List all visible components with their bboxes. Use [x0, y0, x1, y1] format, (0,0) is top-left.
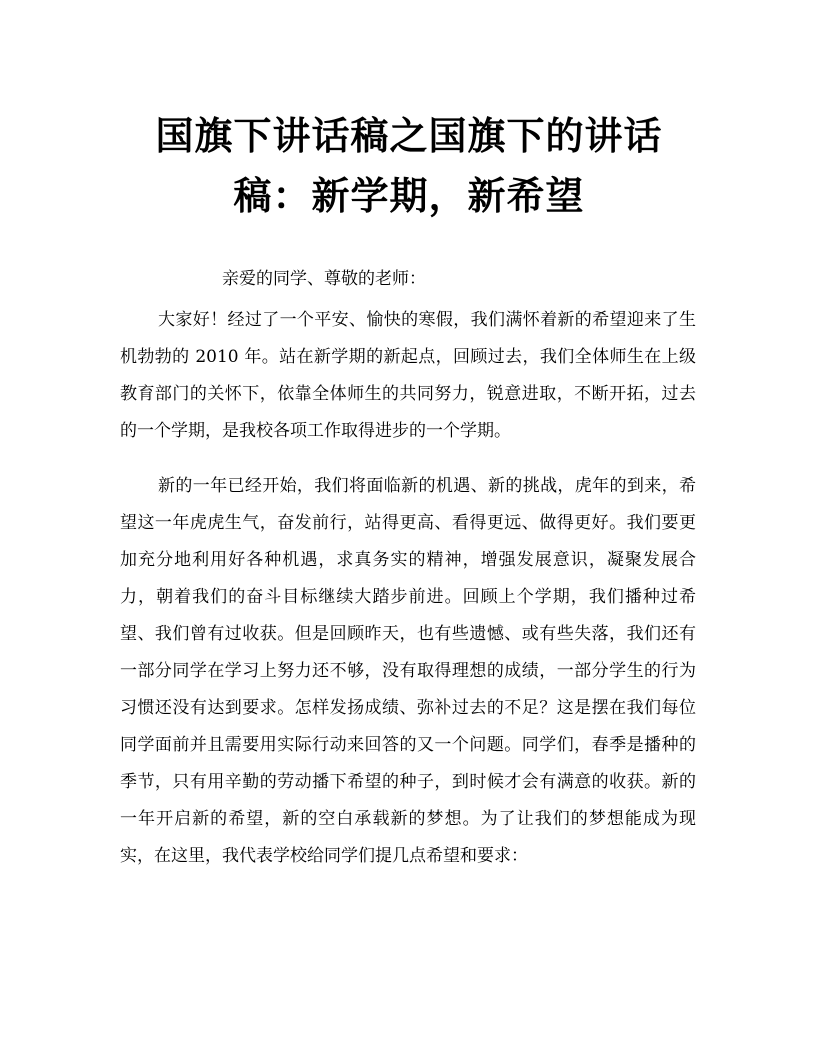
document-title: 国旗下讲话稿之国旗下的讲话稿：新学期，新希望	[155, 113, 663, 218]
salutation: 亲爱的同学、尊敬的老师：	[222, 269, 426, 289]
paragraph-1: 大家好！经过了一个平安、愉快的寒假，我们满怀着新的希望迎来了生机勃勃的 2010 年。站在新学期的新起点，回顾过去，我们全体师生在上级教育部门的关怀下，依靠全体师生的共同努力，锐意进取，不断开拓，过去的一个学期，是我校各项工作取得进步的一个学期。	[120, 310, 696, 441]
paragraph-2: 新的一年已经开始，我们将面临新的机遇、新的挑战，虎年的到来，希望这一年虎虎生气，奋发前行，站得更高、看得更远、做得更好。我们要更加充分地利用好各种机遇，求真务实的精神，增强发展意识，凝聚发展合力，朝着我们的奋斗目标继续大踏步前进。回顾上个学期，我们播种过希望、我们曾有过收获。但是回顾昨天，也有些遗憾、或有些失落，我们还有一部分同学在学习上努力还不够，没有取得理想的成绩，一部分学生的行为习惯还没有达到要求。怎样发扬成绩、弥补过去的不足？这是摆在我们每位同学面前并且需要用实际行动来回答的又一个问题。同学们，春季是播种的季节，只有用辛勤的劳动播下希望的种子，到时候才会有满意的收获。新的一年开启新的希望，新的空白承载新的梦想。为了让我们的梦想能成为现实，在这里，我代表学校给同学们提几点希望和要求：	[120, 476, 696, 866]
